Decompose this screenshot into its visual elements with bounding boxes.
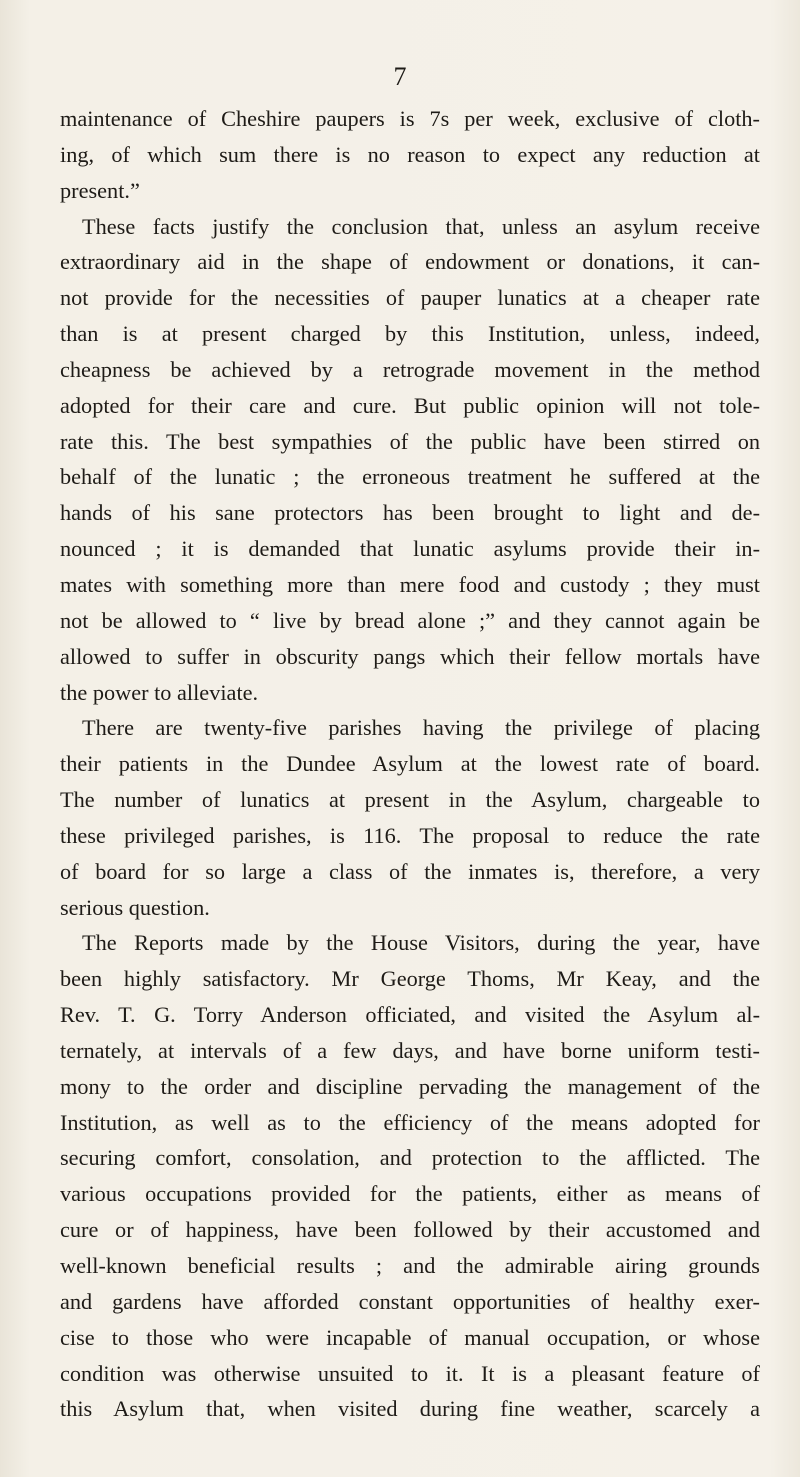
text-line: ternately, at intervals of a few days, and have borne uniform testi-	[60, 1037, 760, 1063]
text-line: ing, of which sum there is no reason to expect any reduction at	[60, 141, 760, 167]
text-line: their patients in the Dundee Asylum at the lowest rate of board.	[60, 751, 760, 777]
text-line: been highly satisfactory. Mr George Thoms, Mr Keay, and the	[60, 966, 760, 992]
text-line: serious question.	[60, 894, 210, 920]
text-line: The Reports made by the House Visitors, during the year, have	[82, 930, 760, 956]
text-line: well-known beneficial results ; and the admirable airing grounds	[60, 1253, 760, 1278]
text-line: maintenance of Cheshire paupers is 7s per week, exclusive of cloth-	[60, 106, 760, 131]
text-line: hands of his sane protectors has been brought to light and de-	[60, 500, 760, 526]
text-line: present.”	[60, 177, 140, 203]
text-line: behalf of the lunatic ; the erroneous treatment he suffered at the	[60, 464, 760, 490]
text-line: cure or of happiness, have been followed by their accustomed and	[60, 1217, 760, 1243]
text-line: and gardens have afforded constant opportunities of healthy exer-	[60, 1288, 760, 1314]
text-line: various occupations provided for the patients, either as means of	[60, 1181, 760, 1207]
text-line: securing comfort, consolation, and protection to the afflicted. The	[60, 1145, 760, 1171]
text-line: these privileged parishes, is 116. The proposal to reduce the rate	[60, 822, 760, 848]
text-line: not be allowed to “ live by bread alone ;” and they cannot again be	[60, 607, 760, 633]
text-line: nounced ; it is demanded that lunatic asylums provide their in-	[60, 536, 760, 562]
text-line: mony to the order and discipline pervading the management of the	[60, 1073, 760, 1099]
text-line: allowed to suffer in obscurity pangs which their fellow mortals have	[60, 643, 760, 669]
text-line: These facts justify the conclusion that, unless an asylum receive	[82, 213, 760, 239]
body-text	[60, 101, 760, 1427]
text-line: mates with something more than mere food and custody ; they must	[60, 571, 760, 597]
text-line: than is at present charged by this Institution, unless, indeed,	[60, 321, 760, 347]
text-line: Rev. T. G. Torry Anderson officiated, and visited the Asylum al-	[60, 1002, 760, 1028]
text-line: the power to alleviate.	[60, 679, 259, 705]
text-line: extraordinary aid in the shape of endowment or donations, it can-	[60, 249, 760, 275]
text-line: of board for so large a class of the inmates is, therefore, a very	[60, 858, 760, 884]
text-line: Institution, as well as to the efficiency of the means adopted for	[60, 1109, 760, 1135]
text-line: There are twenty-five parishes having the privilege of placing	[82, 715, 760, 741]
text-line: rate this. The best sympathies of the public have been stirred on	[60, 428, 760, 454]
text-line: cise to those who were incapable of manual occupation, or whose	[60, 1324, 760, 1350]
text-line: The number of lunatics at present in the Asylum, chargeable to	[60, 787, 760, 813]
text-line: this Asylum that, when visited during fine weather, scarcely a	[60, 1396, 760, 1422]
text-line: adopted for their care and cure. But public opinion will not tole-	[60, 392, 760, 418]
page-number: 7	[393, 62, 407, 91]
text-line: condition was otherwise unsuited to it. It is a pleasant feature of	[60, 1360, 760, 1386]
text-line: not provide for the necessities of pauper lunatics at a cheaper rate	[60, 285, 760, 311]
text-line: cheapness be achieved by a retrograde movement in the method	[60, 356, 760, 382]
